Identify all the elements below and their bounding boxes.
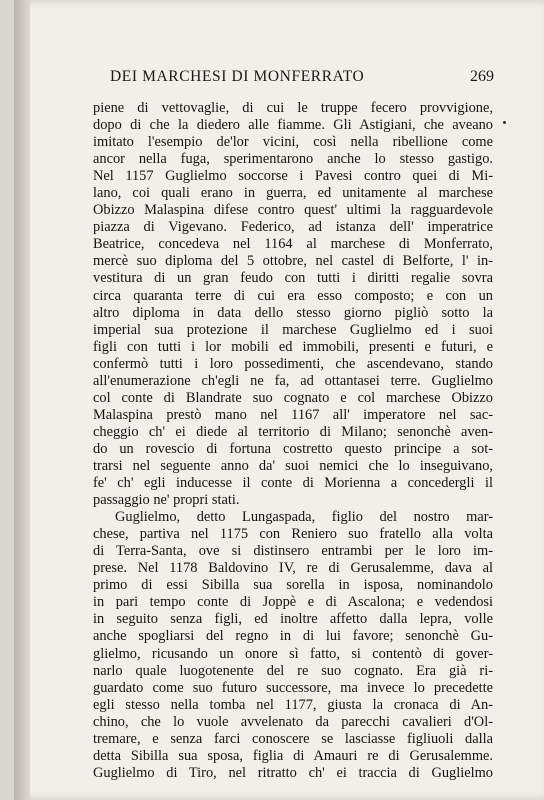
text-line: Nel 1157 Guglielmo soccorse i Pavesi contro quei di Mi-	[93, 168, 493, 185]
text-line: egli stesso nella tomba nel 1177, giusta la cronaca di An-	[93, 696, 493, 713]
text-line: do un rovescio di fortuna costretto questo principe a sot-	[93, 440, 493, 457]
text-line: glielmo, ricusando un onore sì fatto, si contentò di gover-	[93, 645, 493, 662]
text-line: piazza di Vigevano. Federico, ad istanza dell' imperatrice	[93, 219, 493, 236]
text-line: Guglielmo, detto Lungaspada, figlio del nostro mar-	[115, 509, 493, 526]
running-title: DEI MARCHESI DI MONFERRATO	[110, 68, 365, 85]
text-line: Beatrice, concedeva nel 1164 al marchese di Monferrato,	[93, 236, 493, 253]
text-line: col conte di Blandrate suo cognato e col marchese Obizzo	[93, 389, 493, 406]
text-line: trarsi nel seguente anno da' suoi nemici che lo inseguivano,	[93, 457, 493, 474]
text-line: all'enumerazione ch'egli ne fa, ad ottantasei terre. Guglielmo	[93, 372, 493, 389]
text-line: anche spogliarsi del regno in di lui favore; senonchè Gu-	[93, 628, 493, 645]
text-line: chino, che lo vuole avvelenato da parecchi cavalieri d'Ol-	[93, 713, 493, 730]
text-line: detta Sibilla sua sposa, figlia di Amauri re di Gerusalemme.	[93, 747, 493, 764]
text-line: imitato l'esempio de'lor vicini, così nella ribellione come	[93, 134, 493, 151]
text-line: lano, coi quali erano in guerra, ed unitamente al marchese	[93, 185, 493, 202]
text-line: Guglielmo di Tiro, nel ritratto ch' ei traccia di Guglielmo	[93, 764, 493, 781]
text-line: ancor nella fuga, sperimentarono anche lo stesso gastigo.	[93, 151, 493, 168]
text-line: tremare, e senza farci conoscere se lasciasse figliuoli dalla	[93, 730, 493, 747]
paragraph-2	[93, 509, 493, 782]
page-number: 269	[470, 68, 494, 85]
text-line: narlo quale luogotenente del re suo cognato. Era già ri-	[93, 662, 493, 679]
text-line: piene di vettovaglie, di cui le truppe fecero provvigione,	[93, 100, 493, 116]
text-line: in seguito senza figli, ed inoltre affetto dalla lepra, volle	[93, 611, 493, 628]
text-line: Malaspina prestò mano nel 1167 all' imperatore nel sac-	[93, 406, 493, 423]
text-line: vestitura di un gran feudo con tutti i diritti regalie sovra	[93, 270, 493, 287]
text-line: guardato come suo futuro successore, ma invece lo precedette	[93, 679, 493, 696]
body-text	[93, 100, 493, 782]
page-gutter-shadow	[14, 0, 30, 800]
text-line: mercè suo diploma del 5 ottobre, nel castel di Belforte, l' in-	[93, 253, 493, 270]
text-line: dopo di che la diedero alle fiamme. Gli Astigiani, che aveano	[93, 117, 493, 134]
page-header	[84, 68, 494, 92]
text-line: chese, partiva nel 1175 con Reniero suo fratello alla volta	[93, 526, 493, 543]
text-line: di Terra-Santa, ove si distinsero entrambi per le loro im-	[93, 543, 493, 560]
text-line: passaggio ne' propri stati.	[93, 492, 240, 509]
text-line: prese. Nel 1178 Baldovino IV, re di Gerusalemme, dava al	[93, 560, 493, 577]
text-line: in pari tempo conte di Joppè e di Ascalona; e vedendosi	[93, 594, 493, 611]
text-line: primo di essi Sibilla sua sorella in isposa, nominandolo	[93, 577, 493, 594]
text-line: figli con tutti i lor mobili ed immobili, presenti e futuri, e	[93, 338, 493, 355]
text-line: confermò tutti i loro possedimenti, che ascendevano, stando	[93, 355, 493, 372]
book-page	[14, 0, 544, 800]
text-line: fe' ch' egli inducesse il conte di Morienna a concedergli il	[93, 475, 493, 492]
text-line: altro diploma in data dello stesso giorno pigliò sotto la	[93, 304, 493, 321]
text-line: Obizzo Malaspina difese contro quest' ultimi la ragguardevole	[93, 202, 493, 219]
text-line: cheggio ch' ei diede al territorio di Milano; senonchè aven-	[93, 423, 493, 440]
paragraph-1	[93, 100, 493, 509]
ink-speck	[503, 121, 506, 124]
text-line: circa quaranta terre di cui era esso composto; e con un	[93, 287, 493, 304]
text-line: imperial sua protezione il marchese Guglielmo ed i suoi	[93, 321, 493, 338]
